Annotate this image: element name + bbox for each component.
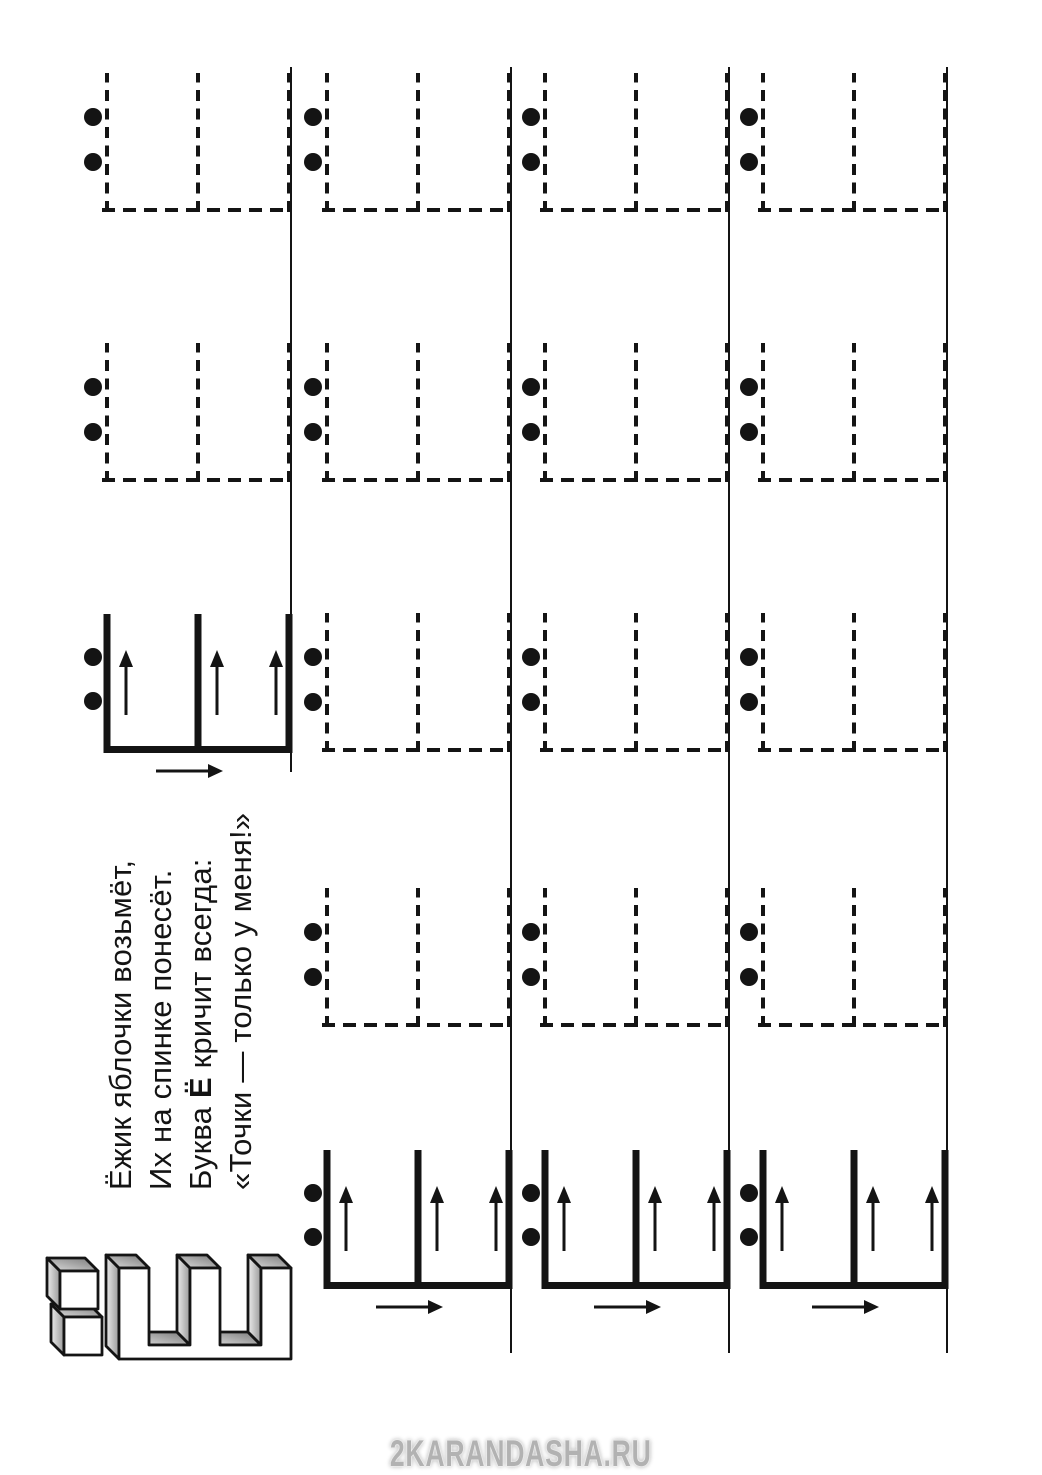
letter-e-dashed-tracing — [304, 343, 509, 482]
poem — [101, 813, 261, 1190]
site-watermark — [0, 1433, 1042, 1475]
poem-line-4: «Точки — только у меня!» — [223, 812, 258, 1190]
poem-bold-letter: Ё — [183, 1077, 218, 1099]
letter-e-dashed-tracing — [84, 343, 289, 482]
poem-line-2: Их на спинке понесёт. — [143, 869, 178, 1190]
letter-e-dashed-tracing — [304, 73, 509, 212]
letter-e-dashed-tracing — [522, 613, 727, 752]
letter-e-dashed-tracing — [740, 888, 945, 1027]
letter-e-solid-example — [84, 614, 292, 778]
letter-e-dashed-tracing — [740, 73, 945, 212]
letter-e-solid-example — [522, 1150, 730, 1314]
letter-e-dashed-tracing — [84, 73, 289, 212]
letter-e-dashed-tracing — [740, 613, 945, 752]
letter-e-solid-example — [304, 1150, 512, 1314]
poem-line-1: Ёжик яблочки возьмёт, — [103, 859, 138, 1190]
site-watermark-text: 2KARANDASHA.RU — [390, 1433, 652, 1474]
letter-e-dashed-tracing — [522, 73, 727, 212]
letter-e-3d-illustration — [47, 1255, 291, 1359]
letter-e-dashed-tracing — [522, 343, 727, 482]
letter-e-dashed-tracing — [522, 888, 727, 1027]
poem-line-3: Буква Ё кричит всегда: — [183, 858, 218, 1190]
letter-e-dashed-tracing — [740, 343, 945, 482]
letter-e-dashed-tracing — [304, 888, 509, 1027]
letter-e-dashed-tracing — [304, 613, 509, 752]
writing-lines — [291, 67, 947, 1353]
letter-e-solid-example — [740, 1150, 948, 1314]
